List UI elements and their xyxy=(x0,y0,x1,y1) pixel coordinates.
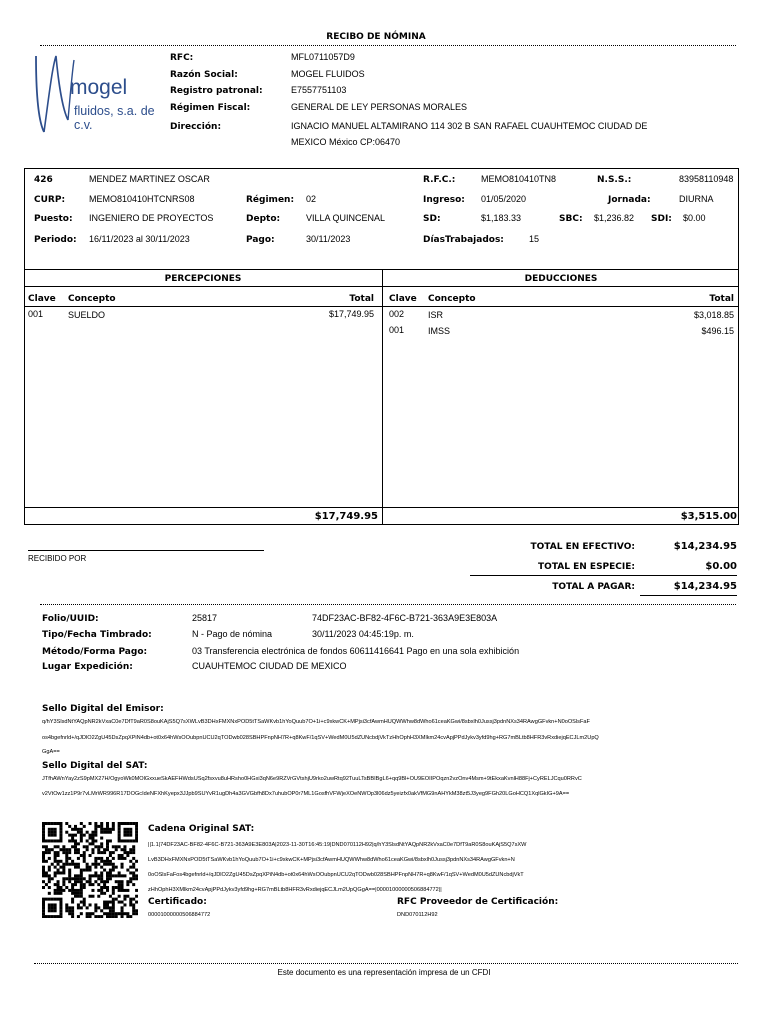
ded-col-clave: Clave xyxy=(389,294,417,304)
sbc-label: SBC: xyxy=(559,214,583,224)
sello-emisor-label: Sello Digital del Emisor: xyxy=(42,704,164,714)
signature-line xyxy=(28,550,264,551)
fecha-timbrado: 30/11/2023 04:45:19p. m. xyxy=(312,629,414,639)
pago-value: 30/11/2023 xyxy=(306,234,351,244)
logo-subtitle: fluidos, s.a. de c.v. xyxy=(74,104,155,132)
emp-rfc-label: R.F.C.: xyxy=(423,175,456,185)
perc-row-concepto: SUELDO xyxy=(68,310,106,320)
pago-label: Pago: xyxy=(246,235,275,245)
cadena-line2: LvB3DHxFMXNxPOD5tTSaWKvb1hYoQuub7O+1i+c9xkwCK+MPjsi3cfAwmHUQWWhw8dWho61ceaKGwi/8sbxlh0Jussj3pdnNXs34RAwgGFvkn+N xyxy=(148,857,515,863)
logo-name: mogel xyxy=(70,76,128,99)
perc-col-total: Total xyxy=(349,294,374,304)
regimen-value: GENERAL DE LEY PERSONAS MORALES xyxy=(291,102,468,112)
ded-row-clave: 001 xyxy=(389,325,405,335)
employee-name: MENDEZ MARTINEZ OSCAR xyxy=(89,174,210,184)
recibido-por: RECIBIDO POR xyxy=(28,554,87,563)
puesto-value: INGENIERO DE PROYECTOS xyxy=(89,213,214,223)
ded-row-total: $496.15 xyxy=(701,326,734,336)
perc-row-clave: 001 xyxy=(28,309,44,319)
perc-row-total: $17,749.95 xyxy=(328,309,374,319)
document-title: RECIBO DE NÓMINA xyxy=(326,32,426,42)
ded-col-concepto: Concepto xyxy=(428,294,476,304)
rfc-proveedor-label: RFC Proveedor de Certificación: xyxy=(397,897,559,907)
direccion-label: Dirección: xyxy=(170,122,222,132)
direccion-line1: IGNACIO MANUEL ALTAMIRANO 114 302 B SAN RAFAEL CUAUHTEMOC CIUDAD DE xyxy=(291,121,648,131)
sd-value: $1,183.33 xyxy=(481,213,522,223)
certificado-value: 00001000000506884772 xyxy=(148,912,211,918)
periodo-value: 16/11/2023 al 30/11/2023 xyxy=(89,234,190,244)
dias-value: 15 xyxy=(529,234,540,244)
registro-label: Registro patronal: xyxy=(170,86,263,96)
company-logo xyxy=(30,48,165,143)
cadena-line3: 0oOSlsFaFos4bgefnrld+/qJDlO2ZgU45DsZpqXPiN4db+ot0x64hWsOOubpnUCU2qTODwb028SBHPFnpNH7R+q8KwF/1qSV+WedM0U5dZUNcbdjVkT xyxy=(148,872,524,878)
sello-sat-line2: v2VtOw1zz1P9r7vLMrWR996R17DOGcIdeNFXhKyepx3JJpb9SUYvR1ugDh4a3GVGbfh8Dx7uhubOP0r7ML1GosfhVFWjeXOeNWOp3l06dz5yeizfx0akVfMG9nAHYkM38zt5J3yeg9FGh20LGoHCQ1XqlGkIG+9A== xyxy=(42,791,570,797)
ded-row-total: $3,018.85 xyxy=(693,310,734,320)
cadena-label: Cadena Original SAT: xyxy=(148,824,255,834)
cadena-line4: zHhOphH3XMlkm24cvApjPPdJykv3yfd9hg+RG7mBLtb8HFR3vRxdiejqECJLm2UpQGgA==|00001000000506884772|| xyxy=(148,887,442,893)
curp-value: MEMO810410HTCNRS08 xyxy=(89,194,195,204)
perc-col-concepto: Concepto xyxy=(68,294,116,304)
emp-regimen-value: 02 xyxy=(306,194,317,204)
registro-value: E7557751103 xyxy=(291,85,347,95)
total-efectivo-value: $14,234.95 xyxy=(673,541,737,552)
sello-emisor-line3: GgA== xyxy=(42,749,60,755)
regimen-label: Régimen Fiscal: xyxy=(170,103,251,113)
depto-value: VILLA QUINCENAL xyxy=(306,213,386,223)
lugar-value: CUAUHTEMOC CIUDAD DE MEXICO xyxy=(192,661,347,671)
rfc-label: RFC: xyxy=(170,53,194,63)
cfdi-divider xyxy=(40,604,736,605)
ded-col-total: Total xyxy=(709,294,734,304)
emp-regimen-label: Régimen: xyxy=(246,195,295,205)
perc-col-clave: Clave xyxy=(28,294,56,304)
cadena-line1: ||1.1|74DF23AC-BF82-4F6C-B721-363A9E3E803A|2023-11-30T16:45:19|DND070112H92|q/hY3SlsdNtYAQpNR2kVxaC0e7DfT9aR0S8ouKAjS5Q7sXW xyxy=(148,842,527,848)
deducciones-header: DEDUCCIONES xyxy=(524,274,598,284)
qr-code-icon xyxy=(42,822,138,918)
emp-rfc-value: MEMO810410TN8 xyxy=(481,174,557,184)
direccion-line2: MEXICO México CP:06470 xyxy=(291,137,401,147)
jornada-value: DIURNA xyxy=(679,194,714,204)
deducciones-sum: $3,515.00 xyxy=(680,511,737,522)
percepciones-header: PERCEPCIONES xyxy=(164,274,242,284)
sbc-value: $1,236.82 xyxy=(594,213,635,223)
dias-label: DíasTrabajados: xyxy=(423,235,504,245)
ingreso-value: 01/05/2020 xyxy=(481,194,527,204)
total-especie-value: $0.00 xyxy=(705,561,737,572)
sdi-value: $0.00 xyxy=(683,213,706,223)
sello-emisor-line1: q/hY3SlsdNtYAQpNR2kVxaC0e7DfT9aR0S8ouKAjS5Q7sXWLvB3DHxFMXNxPOD5tTSaWKvb1hYoQuub7O+1i+c9xkwCK+MPjsi3cfAwmHUQWWhw8dWho61ceaKGwi/8sbxlh0Jussj3pdnNXs34RAwgGFvkn+N0oOSlsFaF xyxy=(42,719,590,725)
uuid-value: 74DF23AC-BF82-4F6C-B721-363A9E3E803A xyxy=(312,613,498,623)
sello-sat-line1: JTfhAWnYay2zS9pMX27H/OgyoWk0MOlGxxueSkAEFHWdsUSq2fsxvu8uHRsho0HGxi3qN6e9RZVrGVtshjU9rko2uwRtq92TuuLTsBBIBgL6+qq9Bl+OU9EOIIPOqzn2vzOnv4Msm+9tEkxaKvnlH88Fj+CyRELJCqu0RRvC xyxy=(42,776,582,782)
sello-sat-label: Sello Digital del SAT: xyxy=(42,761,148,771)
total-efectivo-label: TOTAL EN EFECTIVO: xyxy=(530,542,635,552)
sd-label: SD: xyxy=(423,214,441,224)
total-especie-label: TOTAL EN ESPECIE: xyxy=(538,562,635,572)
periodo-label: Periodo: xyxy=(34,235,77,245)
ded-row-concepto: ISR xyxy=(428,310,444,320)
title-divider xyxy=(40,45,736,46)
puesto-label: Puesto: xyxy=(34,214,73,224)
employee-number: 426 xyxy=(34,175,53,185)
razon-label: Razón Social: xyxy=(170,70,238,80)
sello-emisor-line2: os4bgefnrld+/qJDlO2ZgU45DsZpqXPiN4db+ot0x64hWsOOubpnUCU2qTODwb028SBHPFnpNH7R+q8KwF/1qSV+WedM0U5dZUNcbdjVkTzHhOphH3XMlkm24cvApjPPdJykv3yfd9hg+RG7mBLtb8HFR3vRxdiejqECJLm2UpQ xyxy=(42,735,599,741)
tipo-label: Tipo/Fecha Timbrado: xyxy=(42,630,152,640)
footer-divider xyxy=(34,963,738,964)
metodo-value: 03 Transferencia electrónica de fondos 60611416641 Pago en una sola exhibición xyxy=(192,646,520,656)
ded-row-concepto: IMSS xyxy=(428,326,451,336)
ingreso-label: Ingreso: xyxy=(423,195,465,205)
curp-label: CURP: xyxy=(34,195,66,205)
tipo-value: N - Pago de nómina xyxy=(192,629,273,639)
metodo-label: Método/Forma Pago: xyxy=(42,647,148,657)
nss-value: 83958110948 xyxy=(679,174,734,184)
ded-row-clave: 002 xyxy=(389,309,405,319)
folio-value: 25817 xyxy=(192,613,218,623)
certificado-label: Certificado: xyxy=(148,897,207,907)
total-pagar-label: TOTAL A PAGAR: xyxy=(552,582,635,592)
total-pagar-value: $14,234.95 xyxy=(673,581,737,592)
nss-label: N.S.S.: xyxy=(597,175,632,185)
lugar-label: Lugar Expedición: xyxy=(42,662,133,672)
folio-label: Folio/UUID: xyxy=(42,614,99,624)
rfc-proveedor-value: DND070112H92 xyxy=(397,912,438,918)
footer-note: Este documento es una representación impresa de un CFDI xyxy=(277,968,491,977)
jornada-label: Jornada: xyxy=(608,195,651,205)
sdi-label: SDI: xyxy=(651,214,672,224)
percepciones-sum: $17,749.95 xyxy=(314,511,378,522)
depto-label: Depto: xyxy=(246,214,281,224)
razon-value: MOGEL FLUIDOS xyxy=(291,69,365,79)
rfc-value: MFL0711057D9 xyxy=(291,52,355,62)
